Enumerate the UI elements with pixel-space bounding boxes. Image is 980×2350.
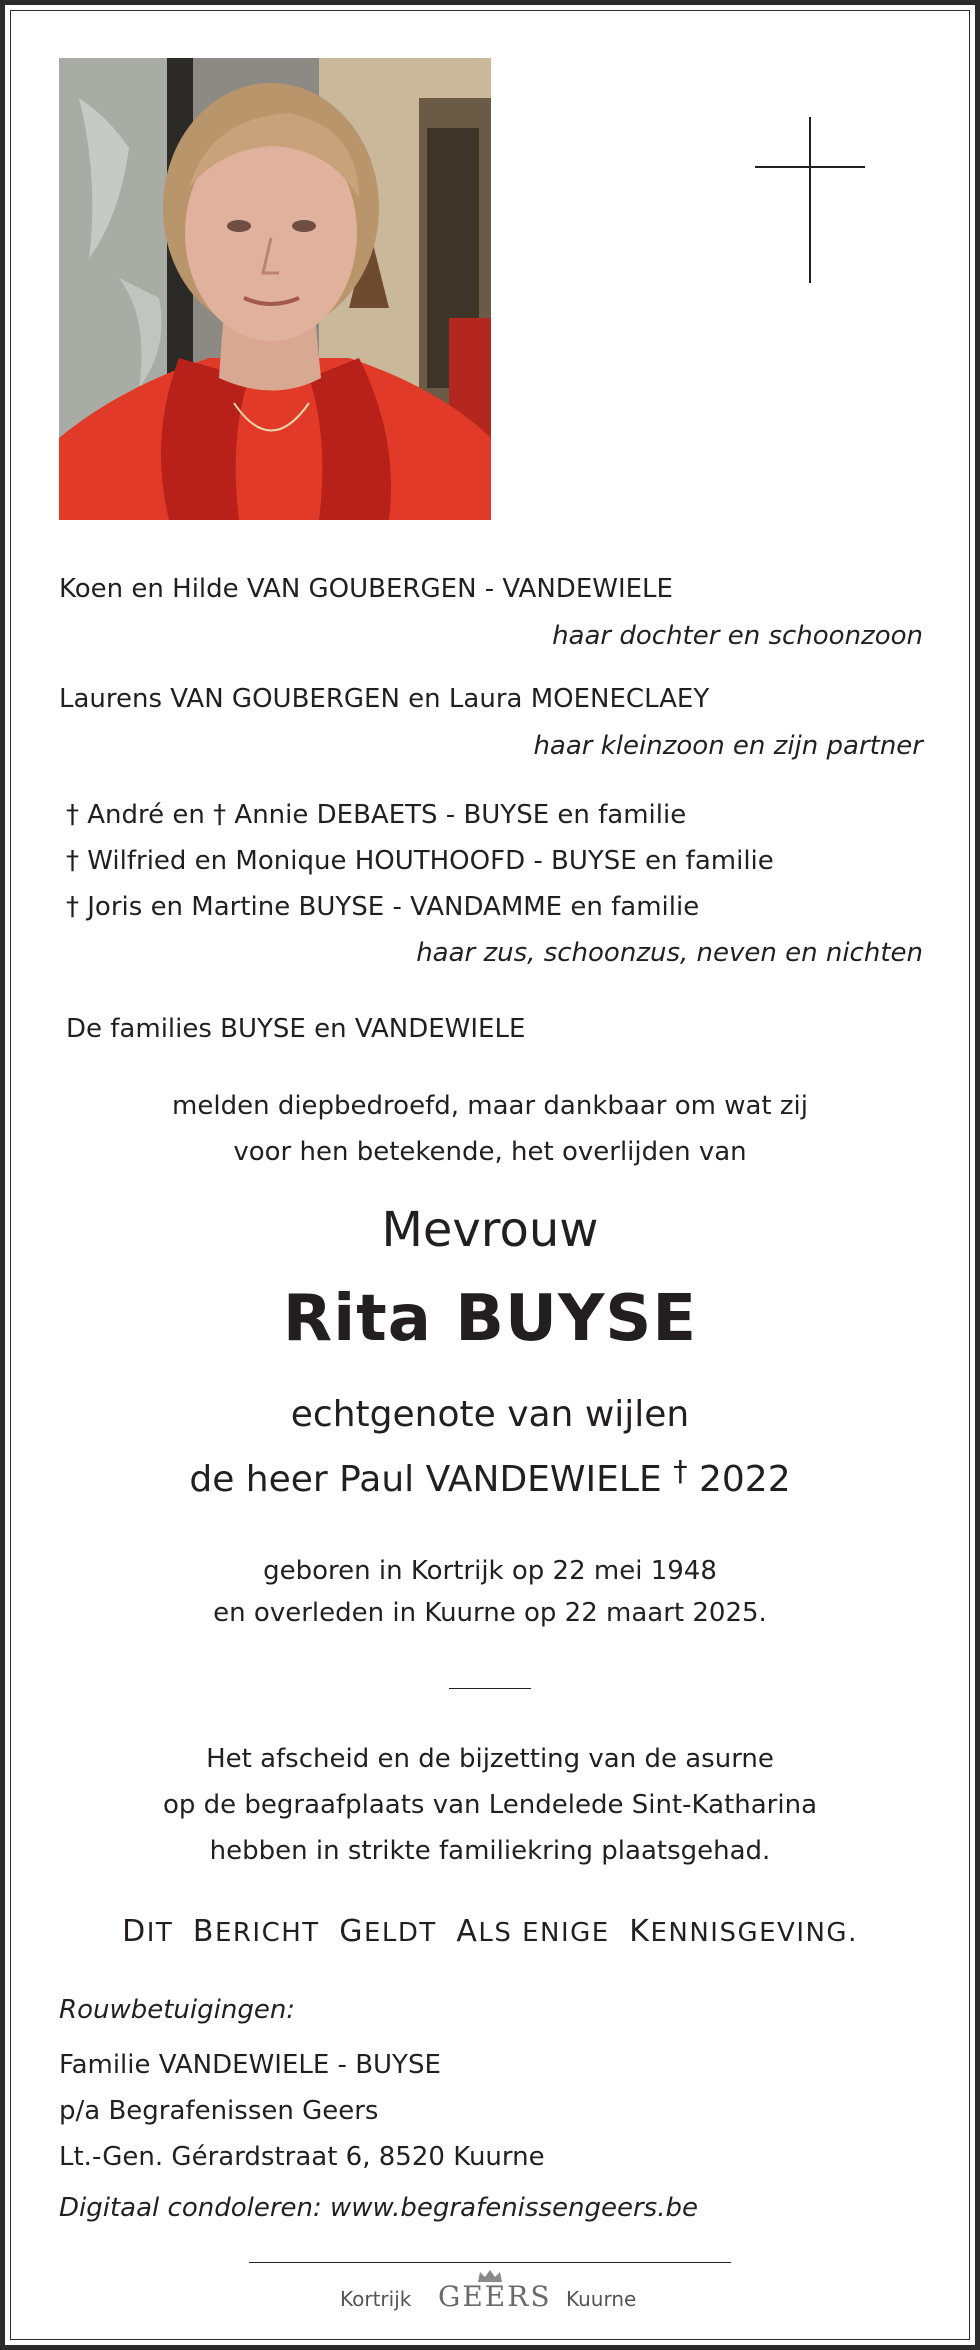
portrait-illustration [59, 58, 491, 520]
footer-city-right: Kuurne [566, 2287, 637, 2311]
sibling-line: † André en † Annie DEBAETS - BUYSE en familie [66, 800, 687, 830]
role-daughter: haar dochter en schoonzoon [552, 621, 923, 651]
condolences-line: p/a Begrafenissen Geers [59, 2096, 379, 2126]
separator-short [449, 1688, 531, 1689]
announcement-line: melden diepbedroefd, maar dankbaar om wat zij [172, 1091, 808, 1121]
ceremony-line: op de begraafplaats van Lendelede Sint-Katharina [162, 1790, 818, 1820]
ceremony-line: Het afscheid en de bijzetting van de asurne [206, 1744, 774, 1774]
spouse-death-year: 2022 [699, 1459, 791, 1501]
deceased-title: Mevrouw [381, 1202, 599, 1258]
separator-long [249, 2262, 731, 2263]
portrait-photo [59, 58, 491, 520]
spouse-name-line [0, 1454, 980, 1500]
condolences-heading: Rouwbetuigingen: [59, 1995, 296, 2025]
notice-line: DIT BERICHT GELDT ALS ENIGE KENNISGEVING. [122, 1914, 858, 1949]
condolences-line: Familie VANDEWIELE - BUYSE [59, 2050, 441, 2080]
birth-line: geboren in Kortrijk op 22 mei 1948 [263, 1556, 717, 1586]
role-grandson: haar kleinzoon en zijn partner [533, 731, 923, 761]
family-line-daughter: Koen en Hilde VAN GOUBERGEN - VANDEWIELE [59, 574, 673, 604]
online-condolences-link[interactable]: Digitaal condoleren: www.begrafenissengeers.be [59, 2193, 698, 2223]
role-siblings: haar zus, schoonzus, neven en nichten [416, 938, 923, 968]
cross-icon [755, 117, 865, 283]
family-line-grandson: Laurens VAN GOUBERGEN en Laura MOENECLAEY [59, 684, 710, 714]
footer-brand-logo: GEERS [438, 2280, 552, 2313]
sibling-line: † Joris en Martine BUYSE - VANDAMME en familie [66, 892, 700, 922]
dagger-icon: † [673, 1454, 688, 1488]
ceremony-line: hebben in strikte familiekring plaatsgehad. [209, 1836, 771, 1866]
spouse-line: echtgenote van wijlen [290, 1394, 690, 1435]
announcement-line: voor hen betekende, het overlijden van [233, 1137, 747, 1167]
condolences-address: Lt.-Gen. Gérardstraat 6, 8520 Kuurne [59, 2142, 545, 2172]
families-line: De families BUYSE en VANDEWIELE [66, 1014, 526, 1044]
sibling-line: † Wilfried en Monique HOUTHOOFD - BUYSE en familie [66, 846, 774, 876]
spouse-name: de heer Paul VANDEWIELE [189, 1459, 662, 1501]
death-line: en overleden in Kuurne op 22 maart 2025. [213, 1598, 767, 1628]
deceased-name: Rita BUYSE [282, 1282, 698, 1356]
footer-city-left: Kortrijk [340, 2287, 412, 2311]
